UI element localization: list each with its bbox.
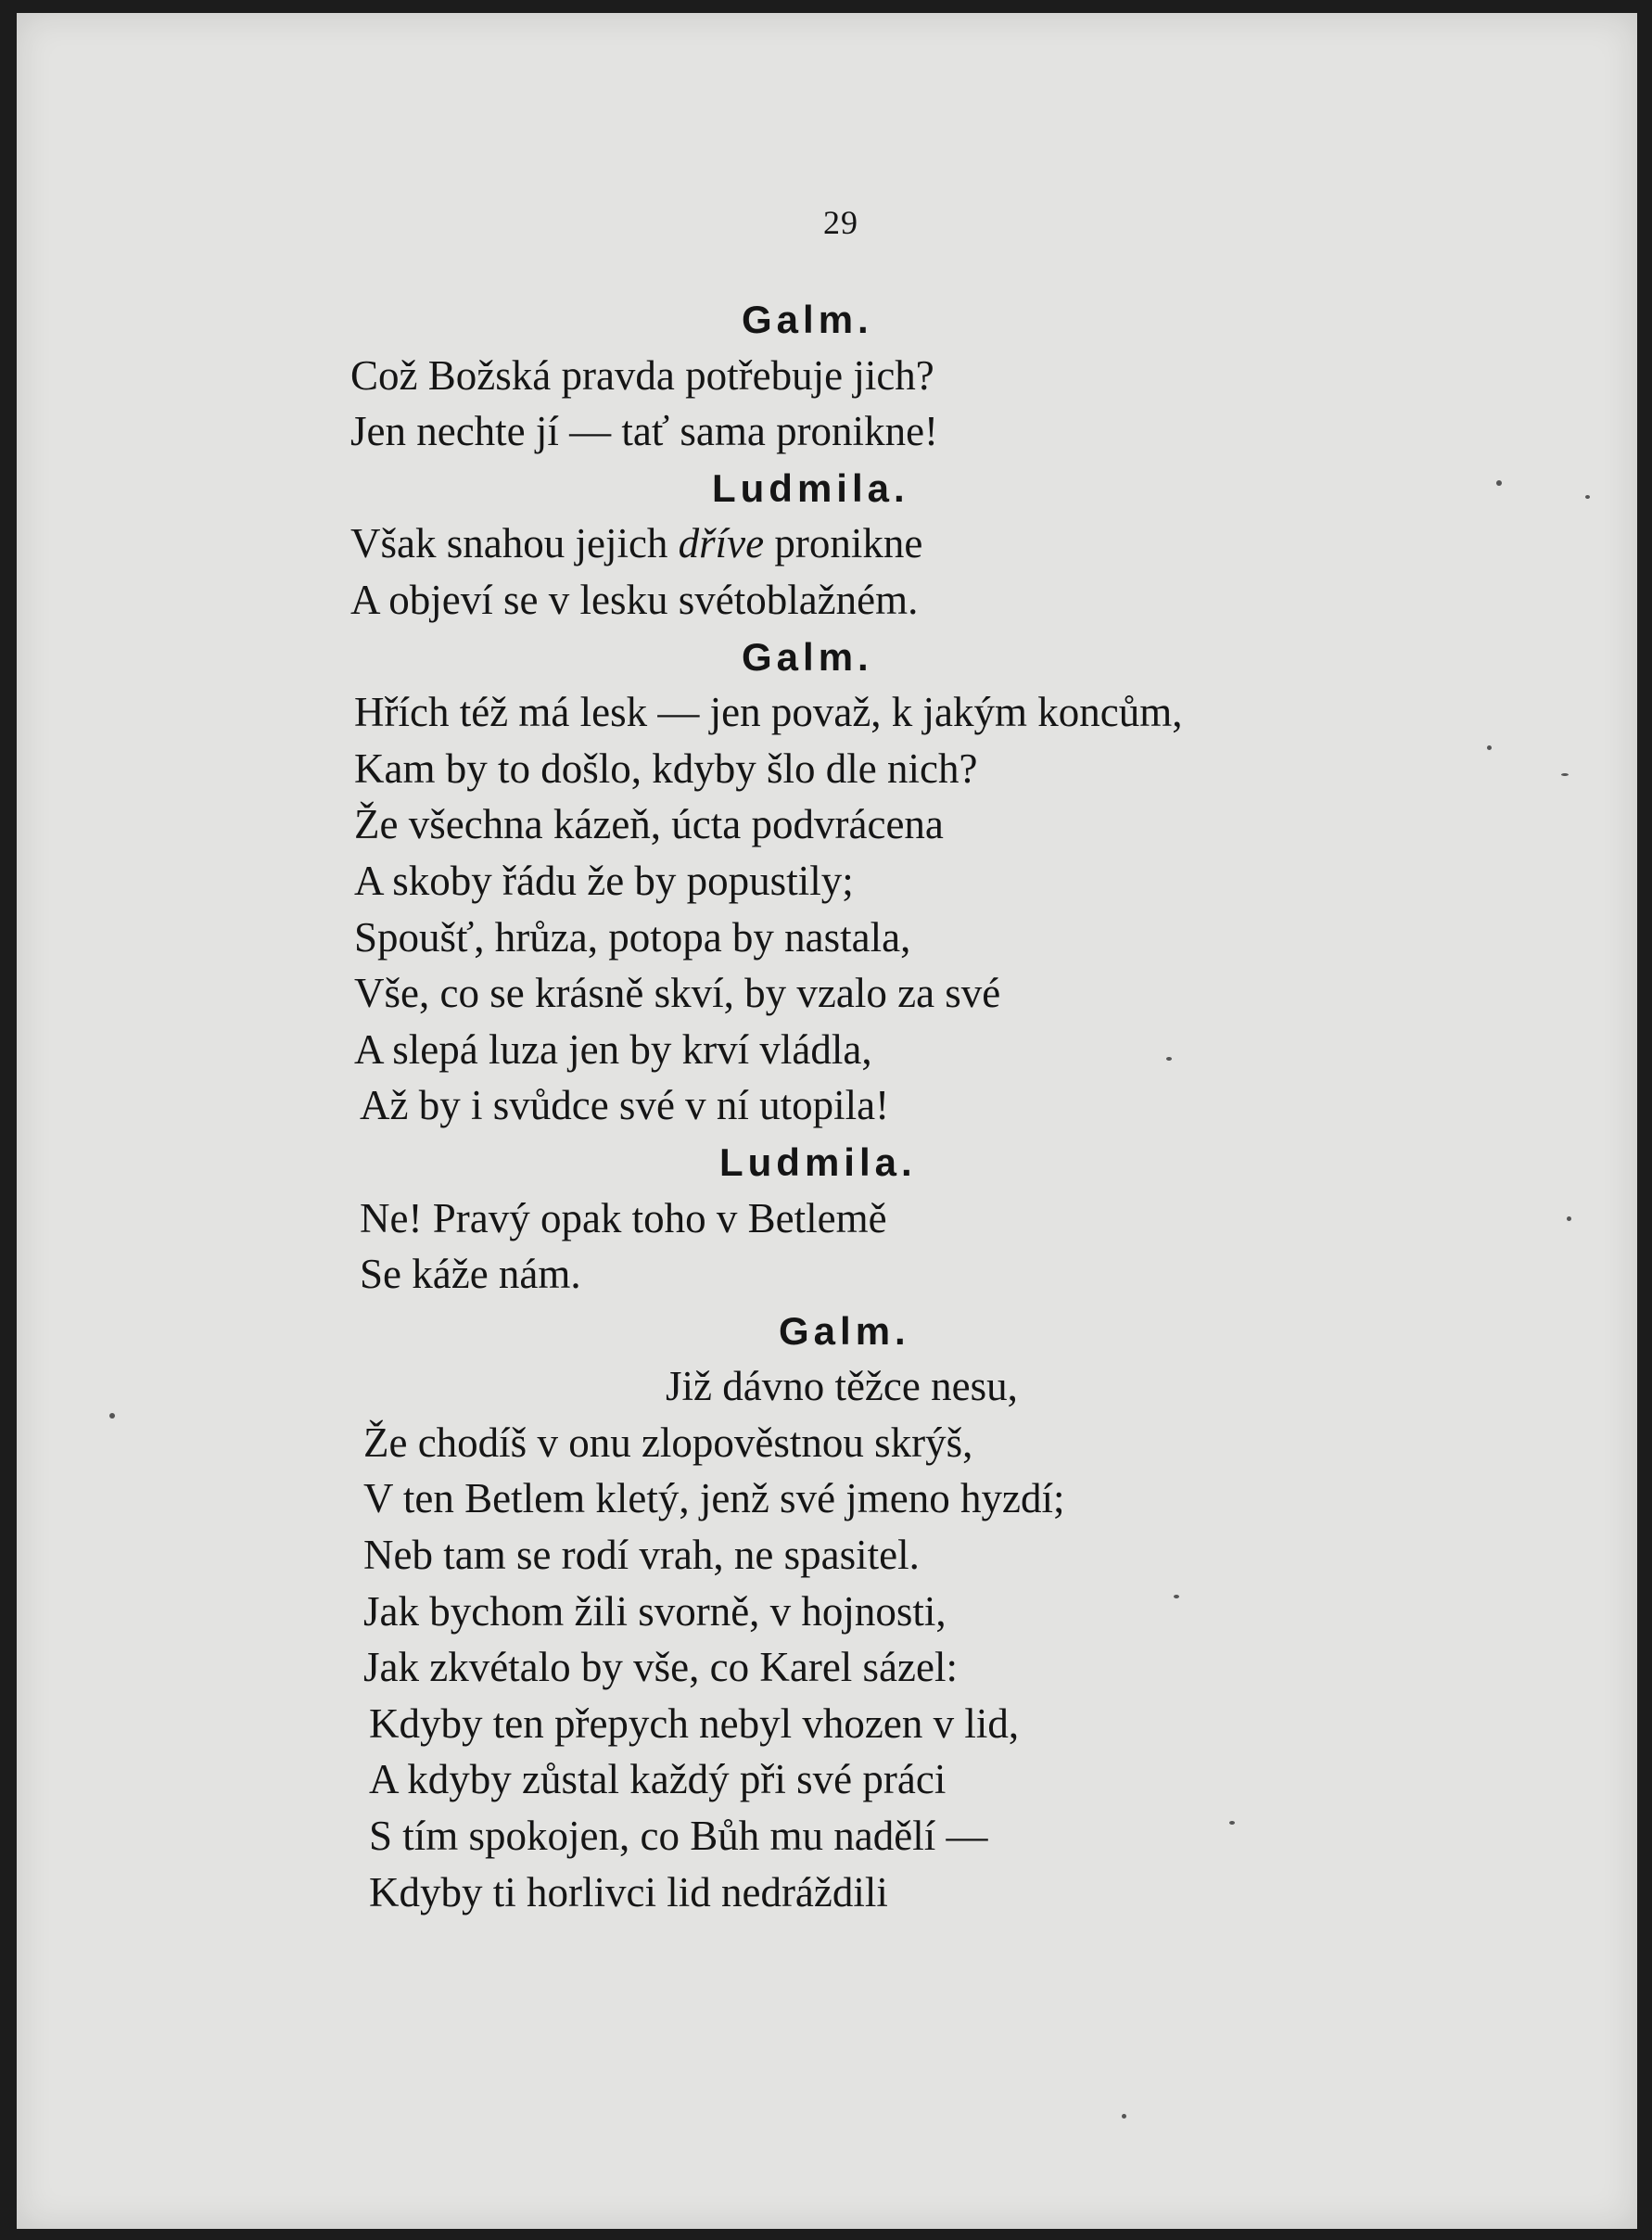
verse-line: Ne! Pravý opak toho v Betlemě <box>360 1194 887 1241</box>
paper-speck <box>1496 480 1502 486</box>
paper-speck <box>1174 1595 1179 1598</box>
paper-speck <box>1166 1057 1172 1061</box>
verse-line: Kam by to došlo, kdyby šlo dle nich? <box>354 745 978 792</box>
book-page <box>17 13 1637 2229</box>
verse-line: A kdyby zůstal každý při své práci <box>369 1756 947 1803</box>
speaker-name <box>332 460 1500 516</box>
verse-line: S tím spokojen, co Bůh mu nadělí — <box>369 1813 988 1860</box>
paper-speck <box>1561 773 1569 776</box>
paper-speck <box>1567 1216 1571 1221</box>
speaker-name <box>332 1134 1500 1190</box>
speaker-label: Ludmila. <box>719 1139 917 1184</box>
verse-line: A slepá luza jen by krví vládla, <box>354 1025 872 1073</box>
verse-line: Že všechna kázeň, úcta podvrácena <box>354 801 944 848</box>
verse-line: Se káže nám. <box>360 1251 581 1298</box>
speaker-name <box>332 1303 1500 1359</box>
verse-line: Hřích též má lesk — jen považ, k jakým koncům, <box>354 689 1183 736</box>
verse-line: Až by i svůdce své v ní utopila! <box>360 1082 890 1129</box>
paper-speck <box>1487 745 1492 750</box>
paper-speck <box>1585 495 1590 499</box>
verse-line: Že chodíš v onu zlopověstnou skrýš, <box>363 1419 973 1466</box>
verse-line: Což Božská pravda potřebuje jich? <box>350 351 934 399</box>
verse-text: Však snahou jejich <box>350 520 679 567</box>
poem-text <box>332 291 1500 1920</box>
speaker-label: Galm. <box>742 634 873 679</box>
speaker-label: Ludmila. <box>712 465 909 510</box>
verse-text: pronikne <box>764 520 923 567</box>
verse-line: Jak bychom žili svorně, v hojnosti, <box>363 1587 947 1635</box>
verse-line: Jen nechte jí — tať sama pronikne! <box>350 408 939 455</box>
verse-line: Kdyby ti horlivci lid nedráždili <box>369 1868 888 1915</box>
verse-line <box>332 515 1500 572</box>
verse-line: Jak zkvétalo by vše, co Karel sázel: <box>363 1644 958 1691</box>
speaker-label: Galm. <box>779 1308 910 1353</box>
verse-line: A skoby řádu že by popustily; <box>354 857 854 904</box>
verse-line: A objeví se v lesku svétoblažném. <box>350 576 919 623</box>
speaker-label: Galm. <box>742 298 873 341</box>
page-number: 29 <box>823 204 858 241</box>
speaker-name <box>332 629 1500 685</box>
paper-speck <box>1122 2114 1126 2119</box>
verse-line: Již dávno těžce nesu, <box>666 1363 1018 1410</box>
verse-line: Kdyby ten přepych nebyl vhozen v lid, <box>369 1699 1020 1747</box>
speaker-name <box>332 291 1500 348</box>
verse-line: V ten Betlem kletý, jenž své jmeno hyzdí; <box>363 1475 1065 1522</box>
paper-speck <box>1229 1821 1235 1825</box>
verse-line: Vše, co se krásně skví, by vzalo za své <box>354 970 1001 1017</box>
verse-line: Neb tam se rodí vrah, ne spasitel. <box>363 1532 920 1579</box>
paper-speck <box>109 1413 115 1419</box>
verse-line: Spoušť, hrůza, potopa by nastala, <box>354 913 911 961</box>
emphasized-word: dříve <box>678 520 765 567</box>
